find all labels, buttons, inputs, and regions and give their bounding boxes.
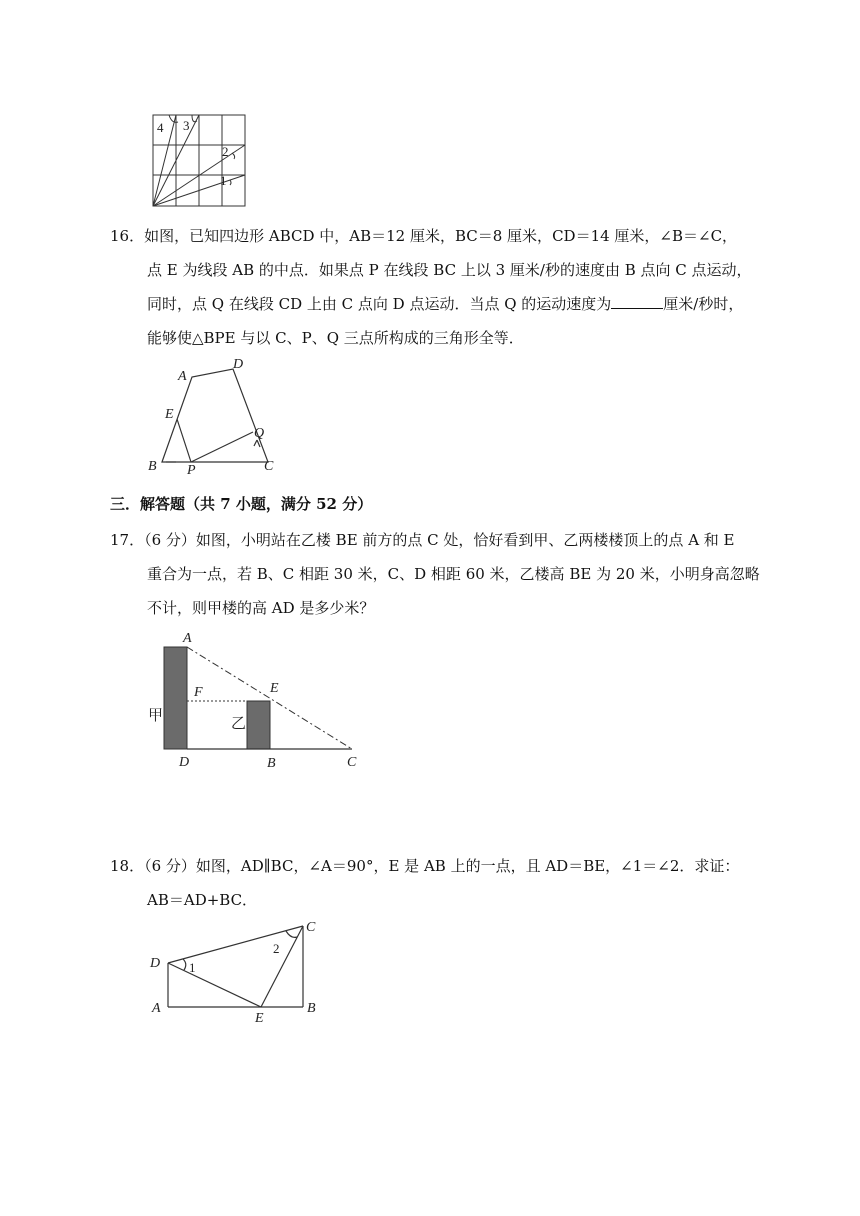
point-q-label: Q: [254, 426, 265, 441]
angle-2-label: 2: [273, 941, 280, 956]
angle-label-2: 2: [222, 144, 229, 159]
point-a-label: A: [183, 631, 192, 646]
q18-line1: 18．（6 分）如图，AD∥BC，∠A＝90°，E 是 AB 上的一点，且 AD＝BE，∠1＝∠2．求证：: [110, 857, 740, 875]
point-f-label: F: [194, 685, 203, 700]
q16-line2: 点 E 为线段 AB 的中点．如果点 P 在线段 BC 上以 3 厘米/秒的速度由 B 点向 C 点运动，: [147, 261, 752, 279]
point-d-label: D: [179, 755, 190, 770]
q16-line3-after: 厘米/秒时，: [663, 295, 744, 313]
angle-1-label: 1: [189, 960, 196, 975]
point-p-label: P: [187, 463, 196, 476]
angle-label-4: 4: [157, 120, 164, 135]
grid-angle-figure: [150, 112, 250, 208]
point-d-label: D: [150, 956, 161, 971]
q16-line4: 能够使△BPE 与以 C、P、Q 三点所构成的三角形全等．: [147, 329, 524, 347]
q17-line3: 不计，则甲楼的高 AD 是多少米？: [147, 599, 375, 617]
building-yi-label: 乙: [231, 714, 247, 732]
point-a-label: A: [178, 369, 187, 384]
point-e-label: E: [165, 407, 174, 422]
q16-line3: [147, 294, 743, 314]
point-c-label: C: [306, 920, 316, 935]
trapezoid-figure: [140, 914, 330, 1026]
section-title: 三．解答题（共 7 小题，满分 52 分）: [110, 495, 373, 513]
point-e-label: E: [270, 681, 279, 696]
angle-label-1: 1: [220, 173, 227, 188]
point-d-label: D: [233, 357, 244, 372]
quadrilateral-figure: [140, 352, 290, 476]
building-jia-label: 甲: [148, 706, 164, 724]
q17-line1: 17．（6 分）如图，小明站在乙楼 BE 前方的点 C 处，恰好看到甲、乙两楼楼顶上的点 A 和 E: [110, 531, 735, 549]
answer-blank: [611, 294, 663, 309]
q17-line2: 重合为一点，若 B、C 相距 30 米，C、D 相距 60 米，乙楼高 BE 为 20 米，小明身高忽略: [147, 565, 760, 583]
point-b-label: B: [267, 756, 276, 770]
point-b-label: B: [148, 459, 157, 474]
q18-line2: AB＝AD+BC．: [147, 891, 258, 909]
angle-label-3: 3: [183, 118, 190, 133]
point-c-label: C: [347, 755, 357, 770]
q16-line3-before: 同时，点 Q 在线段 CD 上由 C 点向 D 点运动．当点 Q 的运动速度为: [147, 295, 612, 313]
point-e-label: E: [255, 1011, 264, 1026]
q16-line1: 16．如图，已知四边形 ABCD 中，AB＝12 厘米，BC＝8 厘米，CD＝14 厘米，∠B＝∠C，: [110, 227, 738, 245]
buildings-figure: [140, 630, 370, 770]
point-a-label: A: [152, 1001, 161, 1016]
point-b-label: B: [307, 1001, 316, 1016]
point-c-label: C: [264, 459, 274, 474]
